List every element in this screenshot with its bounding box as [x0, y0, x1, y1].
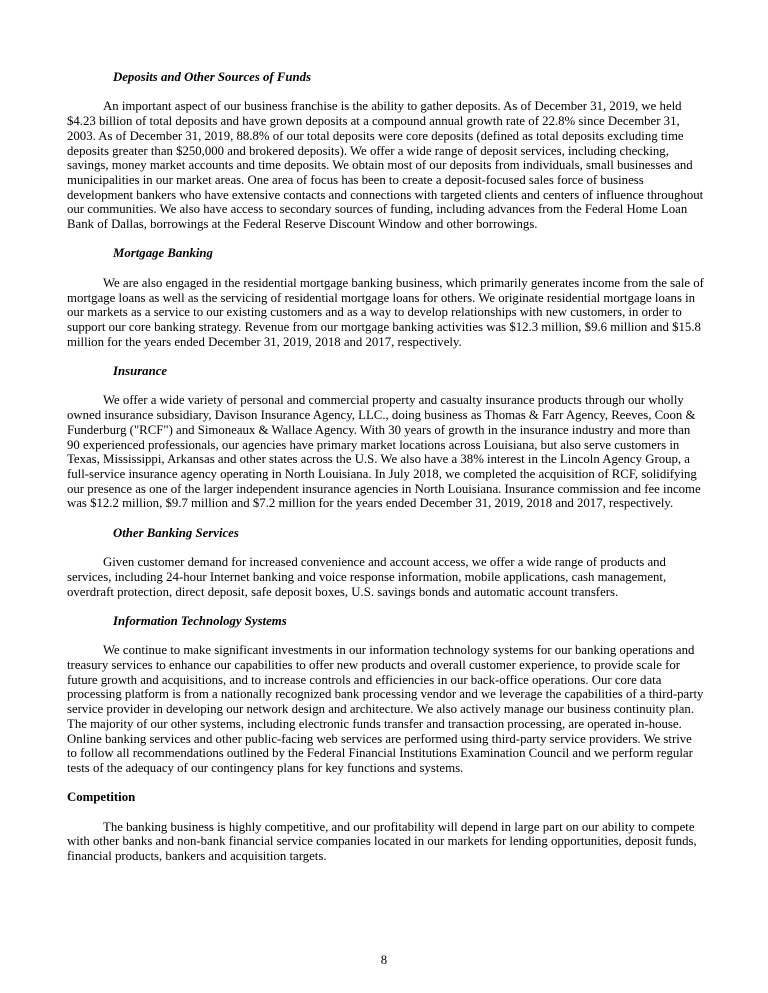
document-body: [67, 70, 704, 878]
paragraph-information-technology-systems: We continue to make significant investments in our information technology systems for our banking operations and treasury services to enhance our capabilities to offer new products and overall customer experience, to provide scale for future growth and acquisitions, and to increase controls and efficiencies in our back-office operations. Our core data processing platform is from a nationally recognized bank processing vendor and we leverage the capabilities of a third-party service provider in developing our network design and architecture. We also actively manage our business continuity plan. The majority of our other systems, including electronic funds transfer and transaction processing, are operated in-house. Online banking services and other public-facing web services are performed using third-party service providers. We strive to follow all recommendations outlined by the Federal Financial Institutions Examination Council and we perform regular tests of the adequacy of our contingency plans for key functions and systems.: [67, 643, 704, 775]
section-competition: [67, 790, 704, 864]
section-insurance: [67, 364, 704, 511]
section-mortgage-banking: [67, 246, 704, 349]
heading-deposits-and-other-sources-of-funds: Deposits and Other Sources of Funds: [113, 70, 312, 84]
paragraph-mortgage-banking: We are also engaged in the residential mortgage banking business, which primarily generates income from the sale of mortgage loans as well as the servicing of residential mortgage loans for others. We originate residential mortgage loans in our markets as a service to our existing customers and as a way to develop relationships with new customers, in order to support our core banking strategy. Revenue from our mortgage banking activities was $12.3 million, $9.6 million and $15.8 million for the years ended December 31, 2019, 2018 and 2017, respectively.: [67, 275, 704, 349]
heading-information-technology-systems: Information Technology Systems: [113, 613, 287, 628]
paragraph-deposits: An important aspect of our business franchise is the ability to gather deposits. As of December 31, 2019, we held $4.23 billion of total deposits and have grown deposits at a compound annual growth rate of 22.8% since December 31, 2003. As of December 31, 2019, 88.8% of our total deposits were core deposits (defined as total deposits excluding time deposits greater than $250,000 and brokered deposits). We offer a wide range of deposit services, including checking, savings, money market accounts and time deposits. We obtain most of our deposits from individuals, small businesses and municipalities in our market areas. One area of focus has been to create a deposit-focused sales force of business development bankers who have extensive contacts and connections with targeted clients and centers of influence throughout our communities. We also have access to secondary sources of funding, including advances from the Federal Home Loan Bank of Dallas, borrowings at the Federal Reserve Discount Window and other borrowings.: [67, 99, 704, 232]
section-information-technology-systems: [67, 614, 704, 776]
paragraph-other-banking-services: Given customer demand for increased convenience and account access, we offer a wide range of products and services, including 24-hour Internet banking and voice response information, mobile applications, cash management, overdraft protection, direct deposit, safe deposit boxes, U.S. savings bonds and automatic account transfers.: [67, 555, 667, 599]
section-other-banking-services: [67, 526, 704, 600]
heading-insurance: Insurance: [113, 364, 168, 378]
heading-other-banking-services: Other Banking Services: [113, 525, 239, 540]
heading-competition: Competition: [67, 790, 136, 805]
paragraph-insurance: We offer a wide variety of personal and commercial property and casualty insurance products through our wholly owned insurance subsidiary, Davison Insurance Agency, LLC., doing business as Thomas & Farr Agency, Reeves, Coon & Funderburg ("RCF") and Simoneaux & Wallace Agency. With 30 years of growth in the insurance industry and more than 90 experienced professionals, our agencies have primary market locations across Louisiana, but also serve customers in Texas, Mississippi, Arkansas and other states across the U.S. We also have a 38% interest in the Lincoln Agency Group, a full-service insurance agency operating in North Louisiana. In July 2018, we completed the acquisition of RCF, solidifying our presence as one of the larger independent insurance agencies in North Louisiana. Insurance commission and fee income was $12.2 million, $9.7 million and $7.2 million for the years ended December 31, 2019, 2018 and 2017, respectively.: [67, 393, 701, 511]
heading-mortgage-banking: Mortgage Banking: [113, 246, 213, 261]
page-footer: [0, 953, 768, 968]
paragraph-competition: The banking business is highly competitive, and our profitability will depend in large part on our ability to compete with other banks and non-bank financial service companies located in our markets for lending opportunities, deposit funds, financial products, bankers and acquisition targets.: [67, 819, 697, 864]
section-deposits-and-other-sources-of-funds: [67, 70, 704, 232]
page-number: 8: [380, 953, 388, 967]
